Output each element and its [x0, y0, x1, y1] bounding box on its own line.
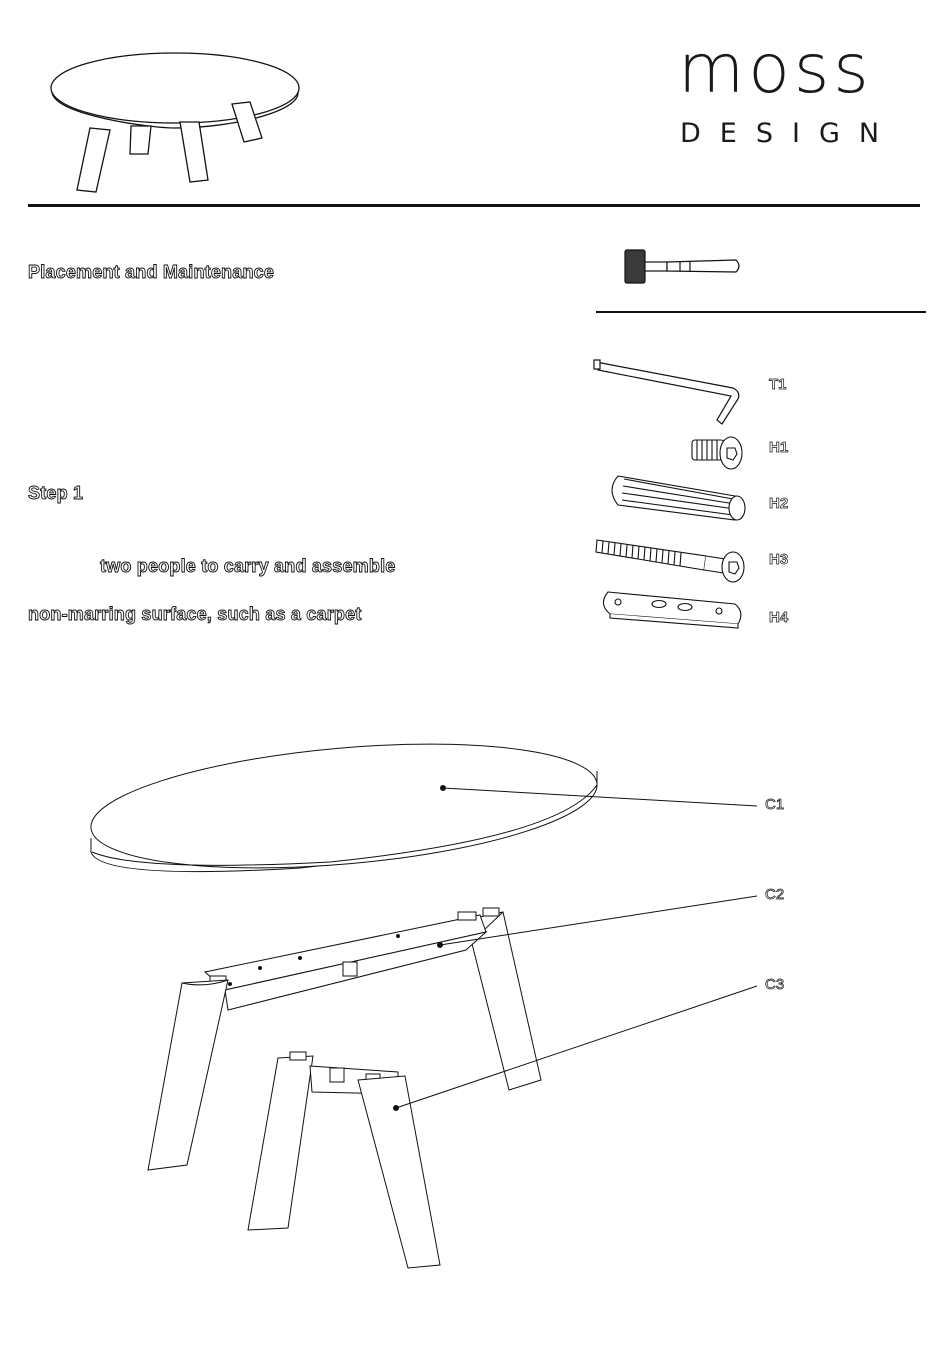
placement-heading: Placement and Maintenance — [28, 262, 275, 282]
tools-divider — [596, 311, 926, 313]
long-frame-illustration — [148, 896, 757, 1170]
part-label-h3: H3 — [769, 551, 789, 568]
short-frame-illustration — [248, 986, 757, 1268]
mallet-icon — [625, 250, 739, 283]
part-label-h2: H2 — [769, 495, 789, 512]
part-label-c1: C1 — [765, 796, 785, 813]
brand-subtitle: DESIGN — [680, 118, 899, 149]
table-top-illustration — [86, 726, 757, 886]
brand-logo: moss — [678, 30, 873, 109]
header-divider — [28, 204, 920, 207]
bolt-short-icon — [692, 437, 742, 469]
part-label-t1: T1 — [769, 376, 787, 393]
step-heading: Step 1 — [28, 483, 84, 503]
note-people: two people to carry and assemble — [100, 556, 396, 576]
dowel-icon — [612, 476, 745, 520]
part-label-h1: H1 — [769, 439, 789, 456]
allen-key-icon — [594, 360, 739, 424]
bolt-long-icon — [596, 540, 744, 582]
bracket-plate-icon — [603, 592, 740, 628]
part-label-h4: H4 — [769, 609, 789, 626]
part-label-c2: C2 — [765, 886, 785, 903]
part-label-c3: C3 — [765, 976, 785, 993]
note-surface: non-marring surface, such as a carpet — [28, 604, 362, 624]
